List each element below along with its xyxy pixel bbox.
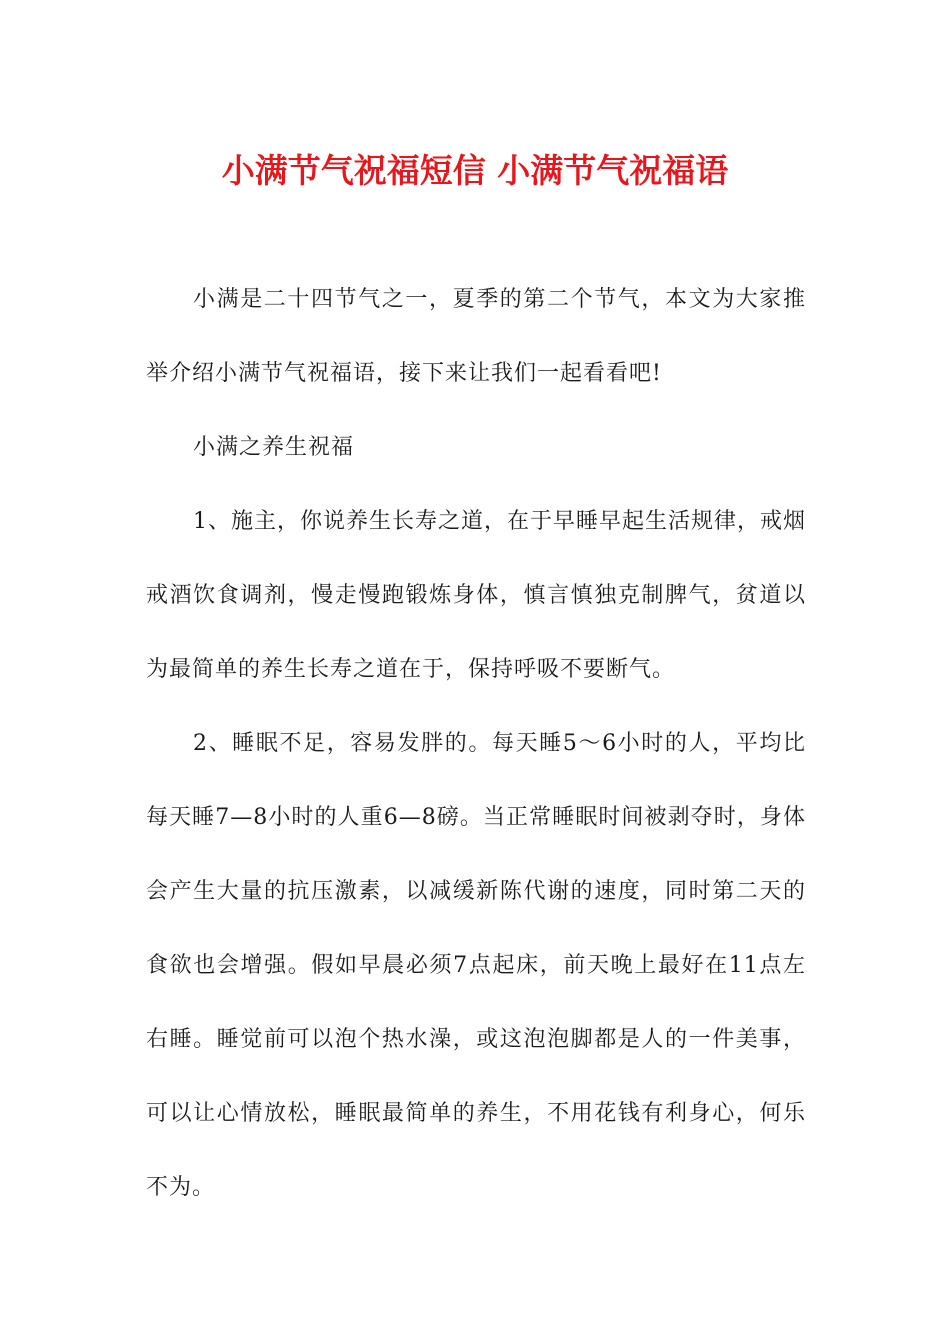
document-title: 小满节气祝福短信 小满节气祝福语	[221, 151, 729, 190]
list-item-2: 2、睡眠不足，容易发胖的。每天睡5～6小时的人，平均比每天睡7—8小时的人重6—8磅。当正常睡眠时间被剥夺时，身体会产生大量的抗压激素，以减缓新陈代谢的速度，同时第二天的食欲也会增强。假如早晨必须7点起床，前天晚上最好在11点左右睡。睡觉前可以泡个热水澡，或这泡泡脚都是人的一件美事，可以让心情放松，睡眠最简单的养生，不用花钱有利身心，何乐不为。	[146, 731, 806, 1200]
list-item-1: 1、施主，你说养生长寿之道，在于早睡早起生活规律，戒烟戒酒饮食调剂，慢走慢跑锻炼身体，慎言慎独克制脾气，贫道以为最简单的养生长寿之道在于，保持呼吸不要断气。	[146, 509, 806, 682]
intro-paragraph: 小满是二十四节气之一，夏季的第二个节气，本文为大家推举介绍小满节气祝福语，接下来让我们一起看看吧!	[146, 287, 806, 386]
section-heading: 小满之养生祝福	[193, 435, 355, 460]
document-body	[146, 263, 806, 1225]
